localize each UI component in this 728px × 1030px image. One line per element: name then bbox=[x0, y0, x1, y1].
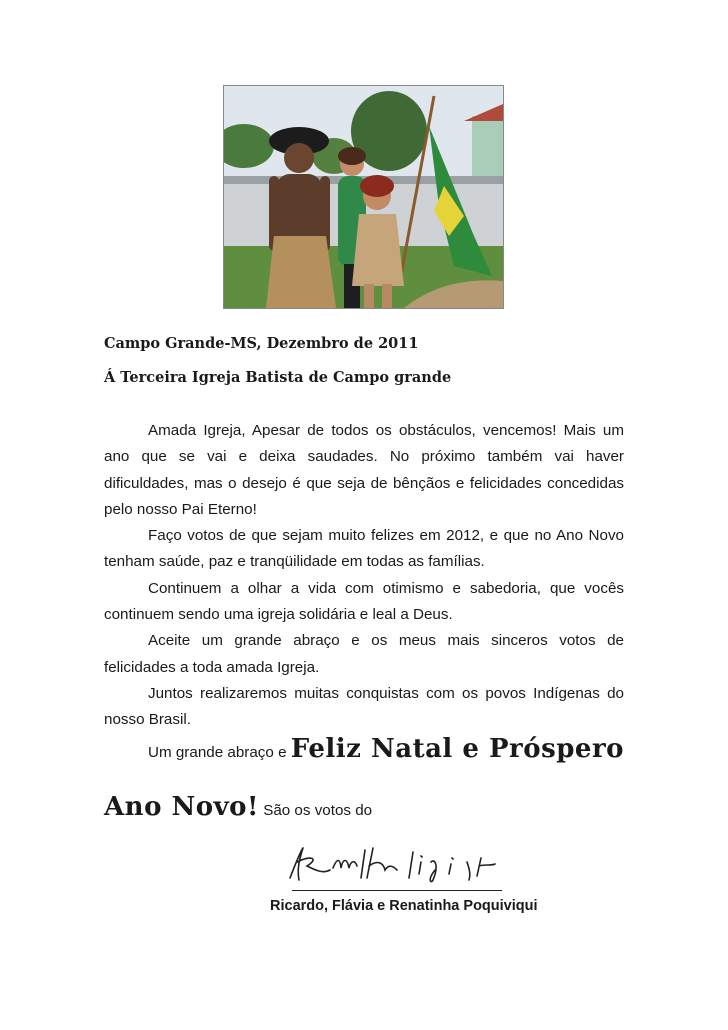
family-photo bbox=[223, 85, 504, 309]
paragraph: Continuem a olhar a vida com otimismo e sabedoria, que vocês continuem sendo uma igreja solidária e leal a Deus. bbox=[104, 579, 624, 624]
handwritten-signature bbox=[285, 840, 500, 890]
signature-line bbox=[292, 890, 502, 891]
signers: Ricardo, Flávia e Renatinha Poquiviqui bbox=[270, 898, 538, 914]
paragraph: Faço votos de que sejam muito felizes em 2012, e que no Ano Novo tenham saúde, paz e tranqüilidade em todas as famílias. bbox=[104, 527, 624, 571]
paragraph: Aceite um grande abraço e os meus mais sinceros votos de felicidades a toda amada Igreja. bbox=[104, 632, 624, 676]
greeting-fancy: Feliz Natal e Próspero Ano Novo! bbox=[104, 734, 624, 822]
greeting bbox=[104, 722, 624, 838]
letter-body bbox=[104, 418, 624, 734]
paragraph: Amada Igreja, Apesar de todos os obstáculos, vencemos! Mais um ano que se vai e deixa saudades. No próximo também vai haver dificuldades, mas o desejo é que seja de bênçãos e felicidades concedidas pelo nosso Pai Eterno! bbox=[104, 422, 624, 518]
greeting-suffix: São os votos do bbox=[263, 802, 373, 819]
recipient: Á Terceira Igreja Batista de Campo grande bbox=[104, 369, 452, 386]
place-date: Campo Grande-MS, Dezembro de 2011 bbox=[104, 335, 419, 352]
paragraph: Juntos realizaremos muitas conquistas com os povos Indígenas do nosso Brasil. bbox=[104, 684, 624, 729]
greeting-prefix: Um grande abraço e bbox=[148, 744, 287, 761]
